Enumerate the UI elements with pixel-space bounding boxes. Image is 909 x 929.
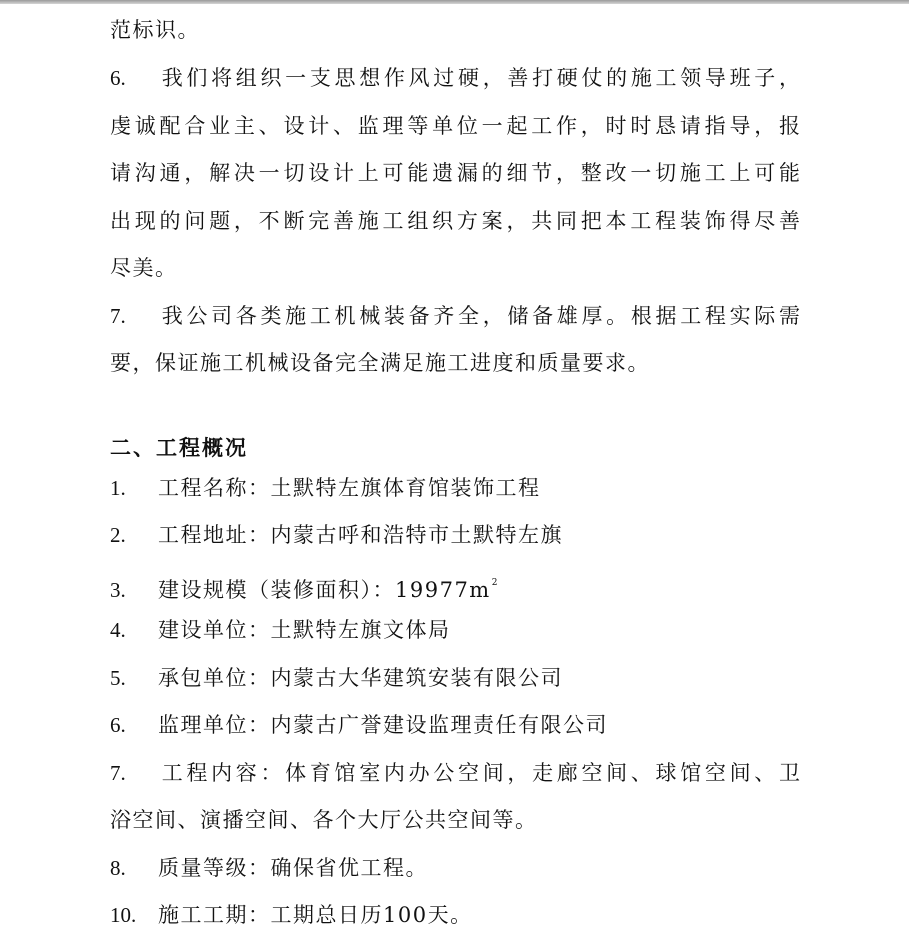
list-number: 1. [110, 476, 126, 500]
list-item [110, 616, 451, 644]
list-number: 3. [110, 578, 126, 602]
line-text: 建设单位：土默特左旗文体局 [158, 618, 451, 642]
line-text: 尽美。 [110, 256, 178, 280]
list-item [110, 474, 541, 502]
paragraph-line [110, 254, 178, 282]
list-item [110, 854, 428, 882]
list-number: 8. [110, 856, 126, 880]
list-number: 5. [110, 666, 126, 690]
heading-text: 二、工程概况 [110, 435, 248, 460]
line-text: 虔诚配合业主、设计、监理等单位一起工作，时时恳请指导，报 [110, 114, 800, 138]
paragraph-line [110, 349, 650, 377]
paragraph-line [110, 112, 800, 140]
paragraph-line [110, 16, 200, 44]
list-number: 7. [110, 761, 126, 785]
list-item [110, 711, 608, 739]
list-item [110, 664, 563, 692]
list-number: 7. [110, 304, 126, 328]
section-heading [110, 434, 248, 462]
line-text: 承包单位：内蒙古大华建筑安装有限公司 [158, 666, 563, 690]
line-text: 工程地址：内蒙古呼和浩特市土默特左旗 [158, 523, 563, 547]
list-item [110, 569, 499, 602]
list-number: 6. [110, 66, 126, 90]
paragraph-line [110, 207, 800, 235]
list-item-6 [110, 64, 800, 92]
line-text: 监理单位：内蒙古广誉建设监理责任有限公司 [158, 713, 608, 737]
superscript: 2 [491, 578, 499, 588]
line-text: 要，保证施工机械设备完全满足施工进度和质量要求。 [110, 351, 650, 375]
line-text: 出现的问题，不断完善施工组织方案，共同把本工程装饰得尽善 [110, 209, 800, 233]
list-item [110, 759, 800, 787]
list-number: 10. [110, 903, 137, 927]
line-text: 施工工期：工期总日历100天。 [158, 903, 473, 927]
list-item [110, 901, 473, 929]
line-text: 质量等级：确保省优工程。 [158, 856, 428, 880]
line-text: 工程内容：体育馆室内办公空间，走廊空间、球馆空间、卫 [158, 761, 800, 785]
paragraph-line [110, 806, 538, 834]
line-text: 我们将组织一支思想作风过硬，善打硬仗的施工领导班子， [158, 66, 800, 90]
line-text: 范标识。 [110, 18, 200, 42]
list-item [110, 521, 563, 549]
line-text: 我公司各类施工机械装备齐全，储备雄厚。根据工程实际需 [158, 304, 800, 328]
list-number: 2. [110, 523, 126, 547]
list-item-7 [110, 302, 800, 330]
page-top-border [0, 0, 909, 4]
line-text: 工程名称：土默特左旗体育馆装饰工程 [158, 476, 541, 500]
list-number: 4. [110, 618, 126, 642]
paragraph-line [110, 159, 800, 187]
line-text: 建设规模（装修面积）：19977m [158, 578, 491, 602]
list-number: 6. [110, 713, 126, 737]
line-text: 请沟通，解决一切设计上可能遗漏的细节，整改一切施工上可能 [110, 161, 800, 185]
line-text: 浴空间、演播空间、各个大厅公共空间等。 [110, 808, 538, 832]
